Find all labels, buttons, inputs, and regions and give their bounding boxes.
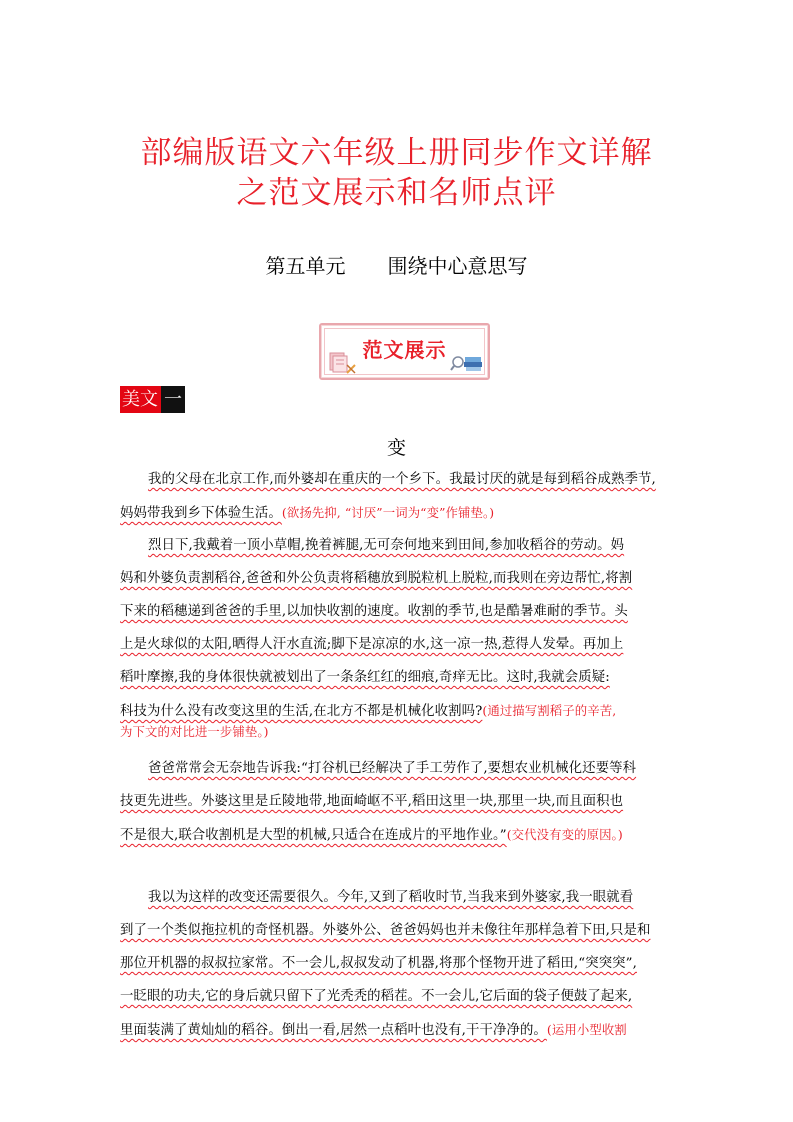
page-title-line-2: 之范文展示和名师点评 — [236, 175, 557, 211]
essay-line-text: 妈和外婆负责割稻谷,爸爸和外公负责将稻穗放到脱粒机上脱粒,而我则在旁边帮忙,将割 — [120, 571, 633, 586]
essay-line — [120, 825, 680, 846]
essay-line-text: 下来的稻穗递到爸爸的手里,以加快收割的速度。收割的季节,也是酷暑难耐的季节。头 — [120, 604, 628, 619]
essay-line — [120, 668, 680, 688]
essay-line-text: 烈日下,我戴着一顶小草帽,挽着裤腿,无可奈何地来到田间,参加收稻谷的劳动。妈 — [148, 538, 625, 553]
banner-label: 范文展示 — [362, 338, 447, 362]
essay-line-text: 爸爸常常会无奈地告诉我:“打谷机已经解决了手工劳作了,要想农业机械化还要等科 — [148, 761, 637, 776]
essay-line-text: 我的父母在北京工作,而外婆却在重庆的一个乡下。我最讨厌的就是每到稻谷成熟季节, — [148, 472, 656, 487]
essay-line — [148, 888, 680, 908]
teacher-comment: (运用小型收割 — [546, 1022, 627, 1037]
essay-line-text: 不是很大,联合收割机是大型的机械,只适合在连成片的平地作业。” — [120, 828, 507, 843]
essay-line — [120, 921, 680, 941]
essay-line-text: 上是火球似的太阳,晒得人汗水直流;脚下是凉凉的水,这一凉一热,惹得人发晕。再加上 — [120, 637, 624, 652]
essay-line-text: 稻叶摩擦,我的身体很快就被划出了一条条红红的细痕,奇痒无比。这时,我就会质疑: — [120, 670, 610, 685]
essay-line — [148, 536, 680, 556]
essay-line-text: 妈妈带我到乡下体验生活。 — [120, 506, 282, 521]
essay-tag — [120, 386, 185, 413]
essay-line — [120, 792, 680, 812]
teacher-comment: (交代没有变的原因。) — [506, 827, 623, 842]
essay-line-text: 到了一个类似拖拉机的奇怪机器。外婆外公、爸爸妈妈也并未像往年那样急着下田,只是和 — [120, 923, 651, 938]
essay-title: 变 — [386, 437, 406, 459]
essay-tag-number: 一 — [161, 386, 185, 413]
essay-line — [120, 602, 680, 622]
unit-topic: 围绕中心意思写 — [387, 254, 528, 278]
essay-line — [120, 987, 680, 1007]
magnifier-books-icon — [450, 349, 484, 373]
essay-line — [148, 759, 680, 779]
essay-line-text: 里面装满了黄灿灿的稻谷。倒出一看,居然一点稻叶也没有,干干净净的。 — [120, 1023, 547, 1038]
essay-line-text: 我以为这样的改变还需要很久。今年,又到了稻收时节,当我来到外婆家,我一眼就看 — [148, 890, 634, 905]
essay-line-text: 一眨眼的功夫,它的身后就只留下了光秃秃的稻茬。不一会儿,它后面的袋子便鼓了起来, — [120, 989, 633, 1004]
essay-line — [120, 954, 680, 974]
essay-line-text: 科技为什么没有改变这里的生活,在北方不都是机械化收割吗? — [120, 704, 483, 719]
essay-line-text: 技更先进些。外婆这里是丘陵地带,地面崎岖不平,稻田这里一块,那里一块,而且面积也 — [120, 794, 624, 809]
teacher-comment: 为下文的对比进一步铺垫。) — [120, 724, 269, 739]
essay-line — [120, 635, 680, 655]
essay-line — [148, 470, 680, 490]
page-title-line-1: 部编版语文六年级上册同步作文详解 — [140, 135, 653, 171]
essay-line — [120, 569, 680, 589]
unit-number: 第五单元 — [265, 254, 346, 278]
unit-heading — [0, 252, 793, 280]
essay-line — [120, 701, 680, 722]
teacher-comment: (欲扬先抑, “讨厌”一词为“变”作铺垫。) — [281, 505, 495, 520]
teacher-comment: (通过描写割稻子的辛苦, — [482, 703, 617, 718]
essay-tag-label: 美文 — [120, 386, 161, 413]
essay-line — [120, 1020, 680, 1041]
section-banner — [319, 323, 490, 380]
essay-line — [120, 722, 680, 743]
essay-line — [120, 503, 680, 524]
essay-line-text: 那位开机器的叔叔拉家常。不一会儿,叔叔发动了机器,将那个怪物开进了稻田,“突突突”, — [120, 956, 637, 971]
